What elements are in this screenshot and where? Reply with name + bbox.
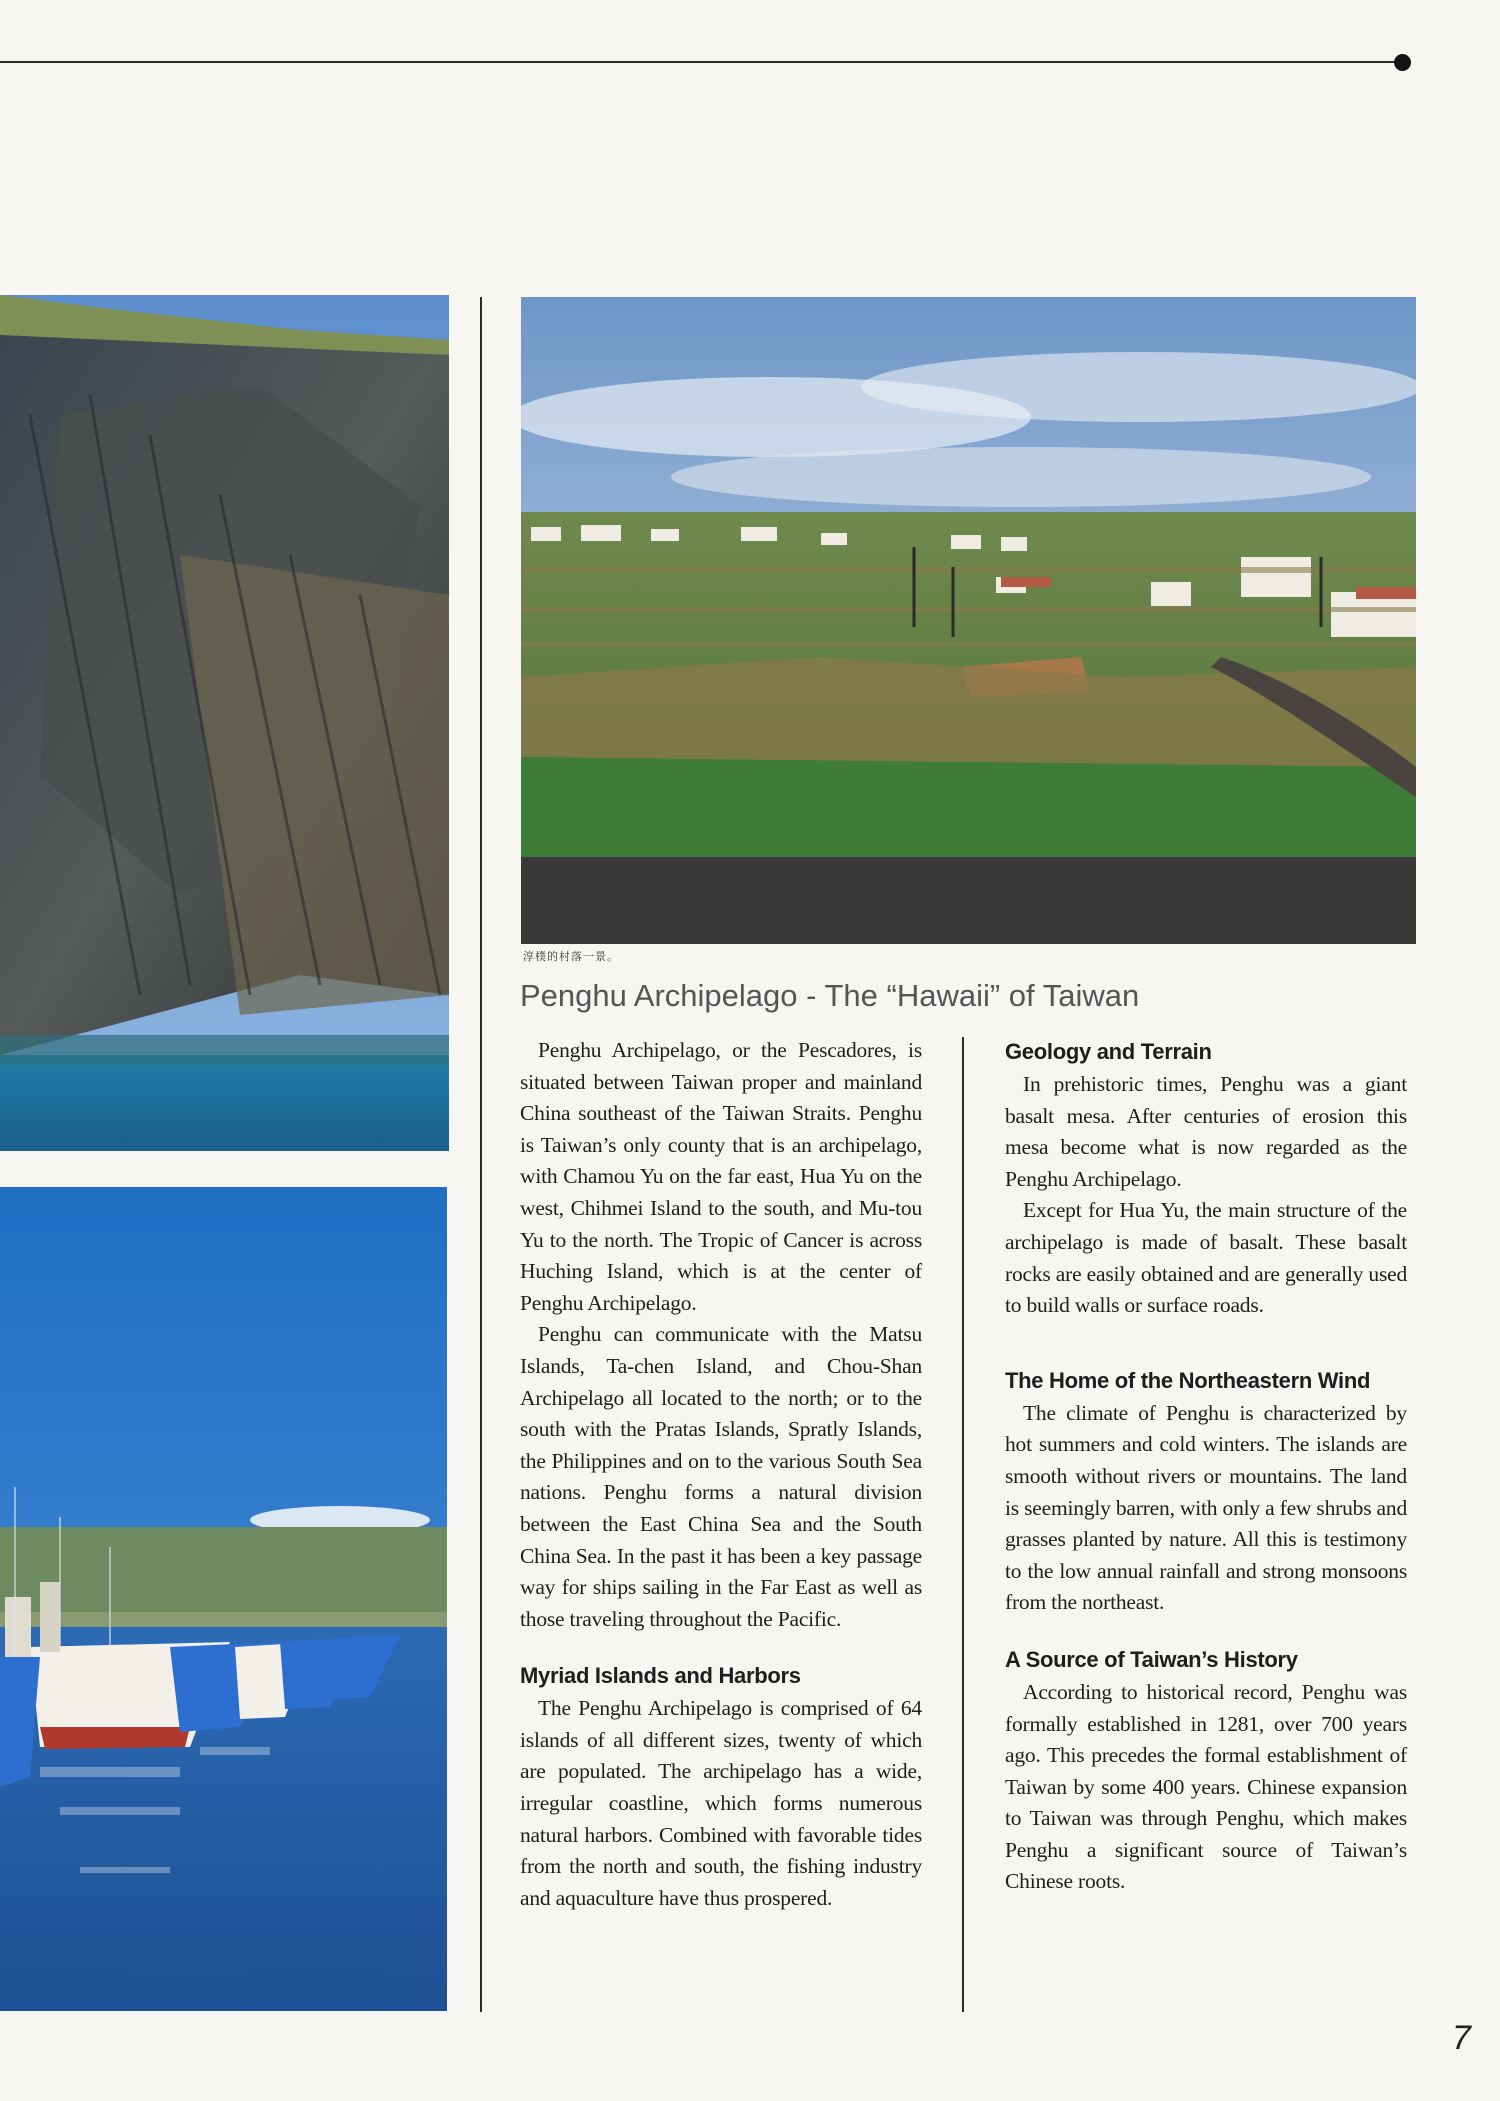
column-divider-main [480,297,482,2012]
photo-caption: 淳樸的村落一景。 [523,950,619,963]
intro-paragraph-1: Penghu Archipelago, or the Pescadores, is situated between Taiwan proper and mainland China southeast of the Taiwan Straits. Penghu is Taiwan’s only county that is an archipelago, with Chamou Yu on the far east, Hua Yu on the west, Chihmei Island to the south, and Mu-tou Yu to the north. The Tropic of Cancer is across Huching Island, which is at the center of Penghu Archipelago. [520,1038,922,1315]
heading-northeastern-wind: The Home of the Northeastern Wind [1005,1367,1371,1393]
heading-taiwan-history: A Source of Taiwan’s History [1005,1646,1298,1672]
paragraph-geology-2: Except for Hua Yu, the main structure of the archipelago is made of basalt. These basalt rocks are easily obtained and are generally used to build walls or surface roads. [1005,1198,1407,1318]
text-column-left [520,1035,922,1914]
article-title: Penghu Archipelago - The “Hawaii” of Taiwan [520,978,1140,1013]
heading-myriad-islands: Myriad Islands and Harbors [520,1663,801,1689]
heading-geology: Geology and Terrain [1005,1039,1212,1064]
top-rule-dot [1394,54,1411,71]
paragraph-geology-1: In prehistoric times, Penghu was a giant basalt mesa. After centuries of erosion this mesa become what is now regarded as the Penghu Archipelago. [1005,1072,1407,1191]
intro-paragraph-2: Penghu can communicate with the Matsu Islands, Ta-chen Island, and Chou-Shan Archipelago all located to the north; or to the south with the Pratas Islands, Spratly Islands, the Philippines and on to the various South Sea nations. Penghu forms a natural division between the East China Sea and the South China Sea. In the past it has been a key passage way for ships sailing in the Far East as well as those traveling throughout the Pacific. [520,1322,922,1631]
page-number: 7 [1452,2019,1471,2057]
village-photo [521,297,1416,944]
paragraph-myriad-islands: The Penghu Archipelago is comprised of 64 islands of all different sizes, twenty of which are populated. The archipelago has a wide, irregular coastline, which forms numerous natural harbors. Combined with favorable tides from the north and south, the fishing industry and aquaculture have thus prospered. [520,1696,922,1910]
column-divider-text [962,1037,964,2012]
paragraph-northeastern-wind: The climate of Penghu is characterized by hot summers and cold winters. The islands are smooth without rivers or mountains. The land is seemingly barren, with only a few shrubs and grasses planted by nature. All this is testimony to the low annual rainfall and strong monsoons from the northeast. [1005,1400,1407,1615]
cliff-photo [0,295,449,1151]
paragraph-taiwan-history: According to historical record, Penghu was formally established in 1281, over 700 years ago. This precedes the formal establishment of Taiwan by some 400 years. Chinese expansion to Taiwan was through Penghu, which makes Penghu a significant source of Taiwan’s Chinese roots. [1005,1679,1407,1894]
text-column-right [1005,1035,1407,1898]
harbor-photo [0,1187,447,2011]
top-rule [0,61,1400,63]
